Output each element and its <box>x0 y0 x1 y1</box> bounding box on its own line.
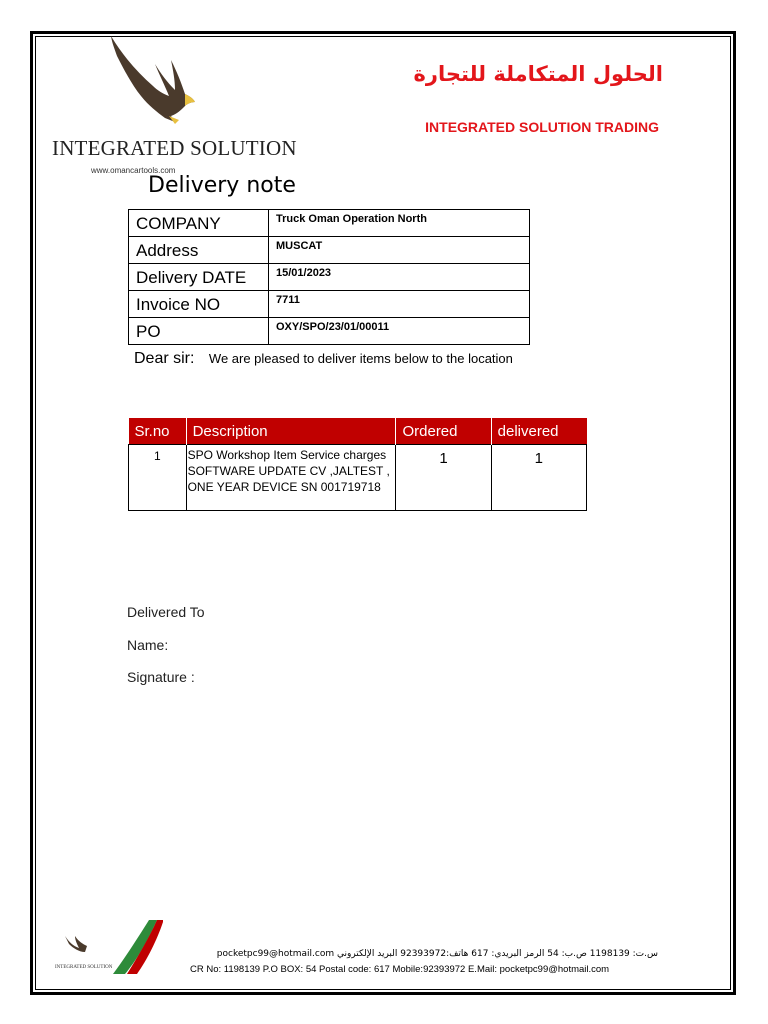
item-description-line: SPO Workshop Item Service charges <box>187 448 387 462</box>
logo-company-name: INTEGRATED SOLUTION <box>52 136 297 160</box>
footer-logo-icon <box>51 918 163 976</box>
info-value: 7711 <box>269 291 530 318</box>
header-delivered: delivered <box>491 418 586 445</box>
items-header-row <box>129 418 587 445</box>
item-sr-no: 1 <box>129 445 187 511</box>
info-row-invoice-no <box>129 291 530 318</box>
salutation: Dear sir: <box>134 350 195 367</box>
info-row-address <box>129 237 530 264</box>
info-value: MUSCAT <box>269 237 530 264</box>
english-company-name: INTEGRATED SOLUTION TRADING <box>425 119 659 135</box>
item-ordered: 1 <box>396 445 491 511</box>
header-sr-no: Sr.no <box>129 418 187 445</box>
greeting-message: We are pleased to deliver items below to the location <box>208 351 513 366</box>
delivered-to-label: Delivered To <box>127 604 205 620</box>
footer-arabic-contact: س.ت: 1198139 ص.ب: 54 الرمز البريدي: 617 هاتف:92393972 البريد الإلكتروني pocketpc99@hotmail.com <box>216 949 658 959</box>
info-row-po <box>129 318 530 345</box>
table-row <box>129 445 587 511</box>
header-ordered: Ordered <box>396 418 491 445</box>
info-value: 15/01/2023 <box>269 264 530 291</box>
document-title: Delivery note <box>148 173 296 198</box>
arabic-company-name: الحلول المتكاملة للتجارة <box>413 62 663 86</box>
info-label: Invoice NO <box>129 291 269 318</box>
item-description <box>186 445 396 511</box>
name-label: Name: <box>127 637 169 653</box>
signature-label: Signature : <box>127 669 195 685</box>
footer-english-contact: CR No: 1198139 P.O BOX: 54 Postal code: 617 Mobile:92393972 E.Mail: pocketpc99@hotmail.com <box>190 964 610 975</box>
info-label: Address <box>129 237 269 264</box>
eagle-icon <box>105 34 205 126</box>
delivery-info-table <box>128 209 530 345</box>
page-border-inner <box>35 36 731 990</box>
info-row-company <box>129 210 530 237</box>
item-description-line: SOFTWARE UPDATE CV ,JALTEST , <box>187 464 390 478</box>
info-label: COMPANY <box>129 210 269 237</box>
info-value: Truck Oman Operation North <box>269 210 530 237</box>
logo-website: www.omancartools.com <box>91 166 176 175</box>
items-table <box>128 418 587 511</box>
info-label: Delivery DATE <box>129 264 269 291</box>
info-value: OXY/SPO/23/01/00011 <box>269 318 530 345</box>
item-description-line: ONE YEAR DEVICE SN 001719718 <box>187 480 381 494</box>
item-delivered: 1 <box>491 445 586 511</box>
info-row-delivery-date <box>129 264 530 291</box>
greeting <box>134 350 513 368</box>
info-label: PO <box>129 318 269 345</box>
header-description: Description <box>186 418 396 445</box>
footer-logo-text: INTEGRATED SOLUTION <box>55 965 113 970</box>
